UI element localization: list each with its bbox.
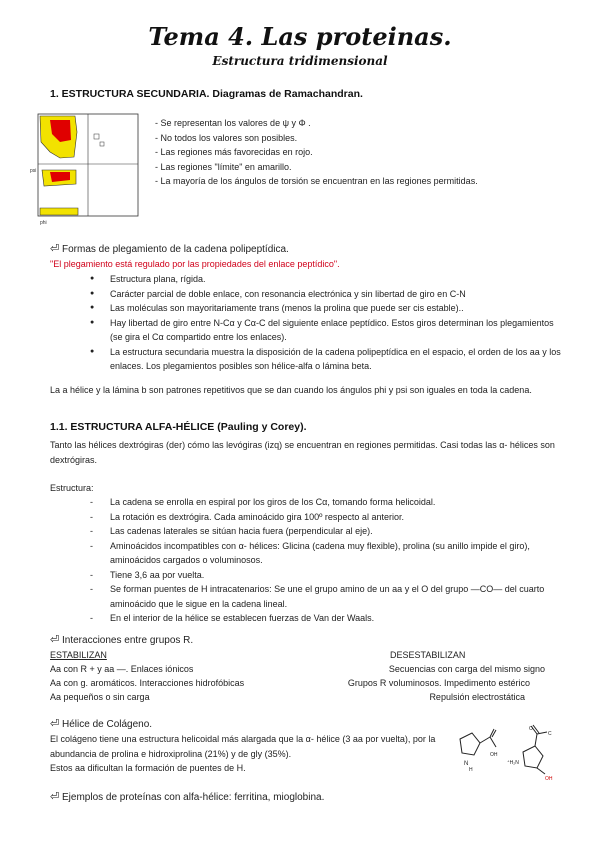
list-item: ● Carácter parcial de doble enlace, con resonancia electrónica y sin libertad de giro en C-N — [88, 287, 568, 302]
list-item: - Las cadenas laterales se sitúan hacia fuera (perpendicular al eje). — [88, 524, 558, 539]
destabilize-item: Secuencias con carga del mismo signo — [388, 664, 545, 674]
alpha-intro: Tanto las hélices dextrógiras (der) cómo las levógiras (izq) se encuentran en regiones permitidas. Casi todas las α- hélices son dextrógiras. — [50, 440, 555, 465]
list-item: - Las regiones "límite" en amarillo. — [155, 160, 585, 175]
section-heading-secondary: 1. ESTRUCTURA SECUNDARIA. Diagramas de Ramachandran. — [50, 88, 363, 100]
folding-quote: "El plegamiento está regulado por las propiedades del enlace peptídico". — [50, 259, 340, 269]
hydroxyproline-structure — [505, 722, 565, 784]
return-arrow-icon: ⏎ — [50, 634, 60, 646]
page-subtitle: Estructura tridimensional — [212, 54, 388, 68]
list-item: - Se representan los valores de ψ y Φ . — [155, 116, 585, 131]
collagen-heading: Hélice de Colágeno. — [62, 719, 153, 730]
destabilize-item: Grupos R voluminosos. Impedimento estérico — [347, 678, 530, 688]
examples-row — [50, 790, 324, 806]
folding-paragraph: La a hélice y la lámina b son patrones repetitivos que se dan cuando los ángulos phi y psi son iguales en toda la cadena. — [50, 385, 532, 395]
alpha-structure-list — [88, 495, 558, 626]
destabilize-label: DESESTABILIZAN — [390, 650, 466, 660]
interactions-heading: Interacciones entre grupos R. — [62, 635, 194, 646]
section-heading-alpha: 1.1. ESTRUCTURA ALFA-HÉLICE (Pauling y Corey). — [50, 421, 307, 433]
return-arrow-icon: ⏎ — [50, 243, 60, 255]
proline-structure — [450, 725, 500, 773]
stabilize-item: Aa con g. aromáticos. Interacciones hidrofóbicas — [50, 678, 245, 688]
ramachandran-list — [155, 116, 585, 189]
structure-label: C — [548, 731, 552, 737]
list-item: ● Las moléculas son mayoritariamente trans (menos la prolina que puede ser cis estable).. — [88, 301, 568, 316]
collagen-heading-row — [50, 717, 152, 733]
list-item: ● La estructura secundaria muestra la disposición de la cadena polipeptídica en el espacio, el orden de los aa y los enlaces. Los plegamientos posibles son hélice-alfa o lámina beta. — [88, 345, 568, 374]
examples-heading: Ejemplos de proteínas con alfa-hélice: ferritina, mioglobina. — [62, 792, 325, 803]
destabilize-item: Repulsión electrostática — [429, 692, 525, 702]
region-marker — [100, 142, 104, 146]
list-item: - La cadena se enrolla en espiral por los giros de los Cα, tomando forma helicoidal. — [88, 495, 558, 510]
list-item: ● Hay libertad de giro entre N-Cα y Cα-C del siguiente enlace peptídico. Estos giros determinan los plegamientos (se gira el Cα compartido entre los enlaces). — [88, 316, 568, 345]
ramachandran-plot — [30, 112, 142, 226]
structure-label: H — [469, 767, 473, 773]
folding-heading-row — [50, 242, 289, 258]
plot-axis-label-phi: phi — [40, 220, 47, 226]
allowed-region-bottom — [40, 208, 78, 215]
estructura-label: Estructura: — [50, 483, 94, 493]
structure-label: O — [529, 726, 533, 732]
folding-heading: Formas de plegamiento de la cadena polipeptídica. — [62, 244, 289, 255]
page-title: Tema 4. Las proteinas. — [148, 22, 452, 51]
list-item: - En el interior de la hélice se establecen fuerzas de Van der Waals. — [88, 611, 558, 626]
collagen-text-2: Estos aa dificultan la formación de puentes de H. — [50, 763, 246, 773]
list-item: - Se forman puentes de H intracatenarios: Se une el grupo amino de un aa y el O del grupo —CO— del cuarto aminoácido que le sigue en la cadena lineal. — [88, 582, 558, 611]
collagen-text: El colágeno tiene una estructura helicoidal más alargada que la α- hélice (3 aa por vuelta), por la abundancia de prolina e hidroxiprolina (21%) y de gly (35%). — [50, 734, 436, 759]
list-item: - La rotación es dextrógira. Cada aminoácido gira 100º respecto al anterior. — [88, 510, 558, 525]
structure-label: OH — [545, 776, 553, 782]
structure-label: OH — [490, 752, 498, 758]
stabilize-label: ESTABILIZAN — [50, 650, 107, 660]
list-item: - Tiene 3,6 aa por vuelta. — [88, 568, 558, 583]
return-arrow-icon: ⏎ — [50, 718, 60, 730]
region-marker — [94, 134, 99, 139]
return-arrow-icon: ⏎ — [50, 791, 60, 803]
list-item: - La mayoría de los ángulos de torsión se encuentran en las regiones permitidas. — [155, 174, 585, 189]
folding-list — [88, 272, 568, 374]
list-item: - No todos los valores son posibles. — [155, 131, 585, 146]
structure-label: ⁺H₂N — [507, 760, 519, 766]
list-item: - Las regiones más favorecidas en rojo. — [155, 145, 585, 160]
list-item: ● Estructura plana, rígida. — [88, 272, 568, 287]
list-item: - Aminoácidos incompatibles con α- hélices: Glicina (cadena muy flexible), prolina (su anillo impide el giro), aminoácidos cargados o voluminosos. — [88, 539, 558, 568]
stabilize-item: Aa con R + y aa —. Enlaces iónicos — [50, 664, 194, 674]
interactions-heading-row — [50, 633, 193, 649]
structure-label: N — [464, 761, 469, 767]
stabilize-item: Aa pequeños o sin carga — [50, 692, 150, 702]
plot-axis-label-psi: psi — [30, 168, 37, 174]
